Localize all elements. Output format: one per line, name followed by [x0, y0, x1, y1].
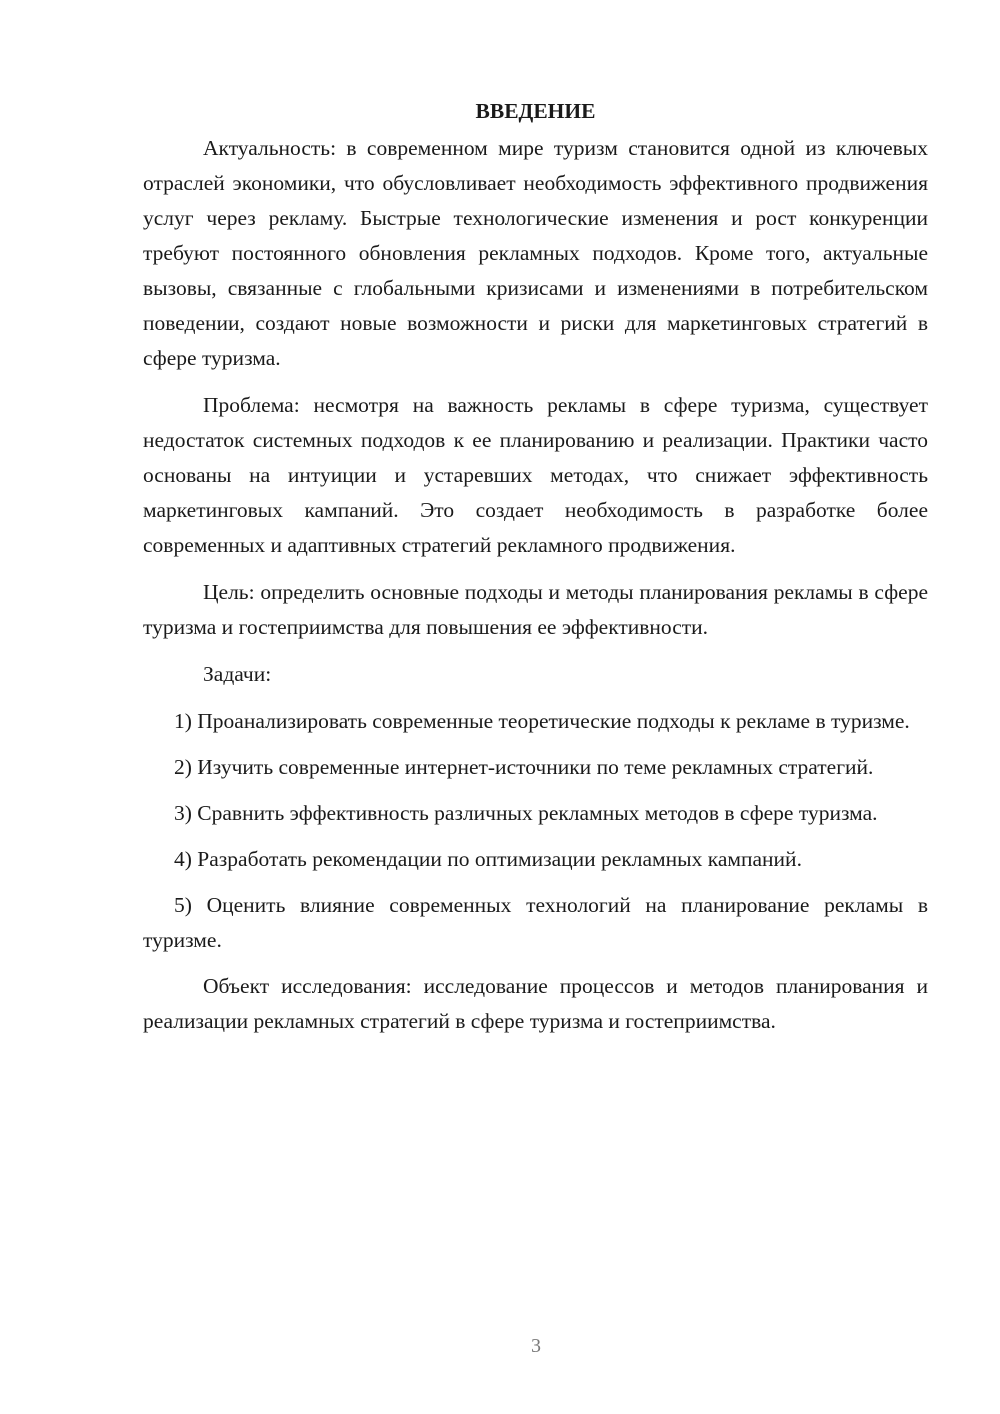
paragraph-goal: Цель: определить основные подходы и методы планирования рекламы в сфере туризма и гостеприимства для повышения ее эффективности.: [143, 580, 928, 639]
paragraph-relevance: Актуальность: в современном мире туризм становится одной из ключевых отраслей экономики, что обусловливает необходимость эффективного продвижения услуг через рекламу. Быстрые технологические изменения и рост конкуренции требуют постоянного обновления рекламных подходов. Кроме того, актуальные вызовы, связанные с глобальными кризисами и изменениями в потребительском поведении, создают новые возможности и риски для маркетинговых стратегий в сфере туризма.: [143, 136, 928, 370]
task-item-3: 3) Сравнить эффективность различных рекламных методов в сфере туризма.: [174, 801, 878, 825]
task-item-4: 4) Разработать рекомендации по оптимизации рекламных кампаний.: [174, 847, 802, 871]
task-item-5: 5) Оценить влияние современных технологий на планирование рекламы в туризме.: [143, 893, 928, 952]
task-item-1: 1) Проанализировать современные теоретические подходы к рекламе в туризме.: [174, 709, 910, 733]
paragraph-tasks-heading: Задачи:: [203, 662, 272, 686]
section-title: ВВЕДЕНИЕ: [475, 99, 596, 123]
page-number: 3: [531, 1335, 541, 1357]
task-item-2: 2) Изучить современные интернет-источники по теме рекламных стратегий.: [174, 755, 874, 779]
paragraph-problem: Проблема: несмотря на важность рекламы в сфере туризма, существует недостаток системных подходов к ее планированию и реализации. Практики часто основаны на интуиции и устаревших методах, что снижает эффективность маркетинговых кампаний. Это создает необходимость в разработке более современных и адаптивных стратегий рекламного продвижения.: [143, 393, 928, 557]
paragraph-object: Объект исследования: исследование процессов и методов планирования и реализации рекламных стратегий в сфере туризма и гостеприимства.: [143, 974, 928, 1033]
page-content: [143, 96, 928, 1039]
